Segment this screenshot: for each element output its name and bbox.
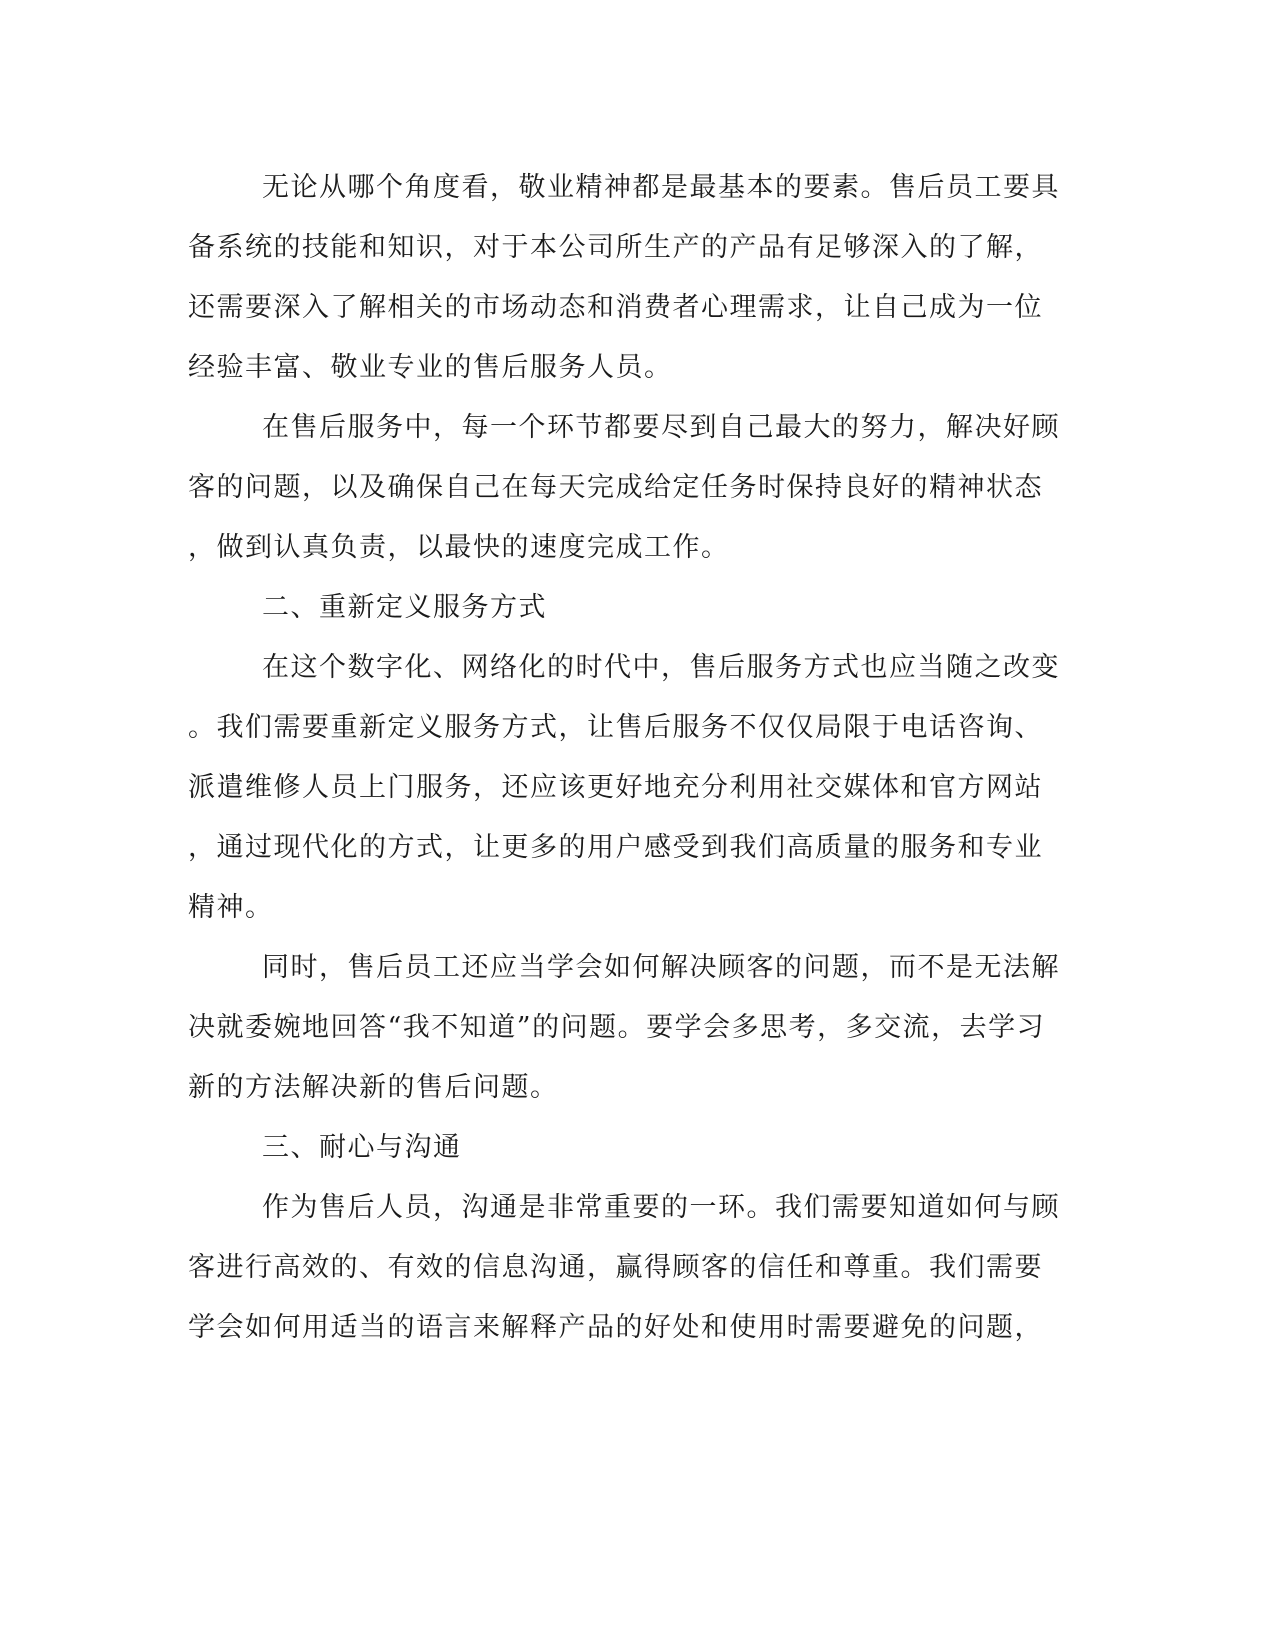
paragraph-4-line-2: 决就委婉地回答“我不知道”的问题。要学会多思考，多交流，去学习 [188, 1012, 1046, 1043]
paragraph-1-line-4: 经验丰富、敬业专业的售后服务人员。 [188, 352, 673, 383]
paragraph-2-line-2: 客的问题，以及确保自己在每天完成给定任务时保持良好的精神状态 [188, 472, 1043, 503]
paragraph-5-line-3: 学会如何用适当的语言来解释产品的好处和使用时需要避免的问题， [188, 1312, 1043, 1343]
section-heading-3: 三、耐心与沟通 [262, 1132, 462, 1163]
paragraph-3-line-2: 。我们需要重新定义服务方式，让售后服务不仅仅局限于电话咨询、 [188, 712, 1043, 743]
paragraph-1-line-1: 无论从哪个角度看，敬业精神都是最基本的要素。售后员工要具 [262, 172, 1060, 203]
paragraph-5-line-2: 客进行高效的、有效的信息沟通，赢得顾客的信任和尊重。我们需要 [188, 1252, 1043, 1283]
paragraph-2-line-1: 在售后服务中，每一个环节都要尽到自己最大的努力，解决好顾 [262, 412, 1060, 443]
paragraph-4-line-3: 新的方法解决新的售后问题。 [188, 1072, 559, 1103]
paragraph-2-line-3: ，做到认真负责，以最快的速度完成工作。 [188, 532, 730, 563]
paragraph-1-line-2: 备系统的技能和知识，对于本公司所生产的产品有足够深入的了解， [188, 232, 1043, 263]
paragraph-3-line-5: 精神。 [188, 892, 274, 923]
paragraph-3-line-3: 派遣维修人员上门服务，还应该更好地充分利用社交媒体和官方网站 [188, 772, 1043, 803]
section-heading-2: 二、重新定义服务方式 [262, 592, 547, 623]
paragraph-4-line-1: 同时，售后员工还应当学会如何解决顾客的问题，而不是无法解 [262, 952, 1060, 983]
paragraph-3-line-4: ，通过现代化的方式，让更多的用户感受到我们高质量的服务和专业 [188, 832, 1043, 863]
paragraph-5-line-1: 作为售后人员，沟通是非常重要的一环。我们需要知道如何与顾 [262, 1192, 1060, 1223]
paragraph-1-line-3: 还需要深入了解相关的市场动态和消费者心理需求，让自己成为一位 [188, 292, 1043, 323]
paragraph-3-line-1: 在这个数字化、网络化的时代中，售后服务方式也应当随之改变 [262, 652, 1060, 683]
